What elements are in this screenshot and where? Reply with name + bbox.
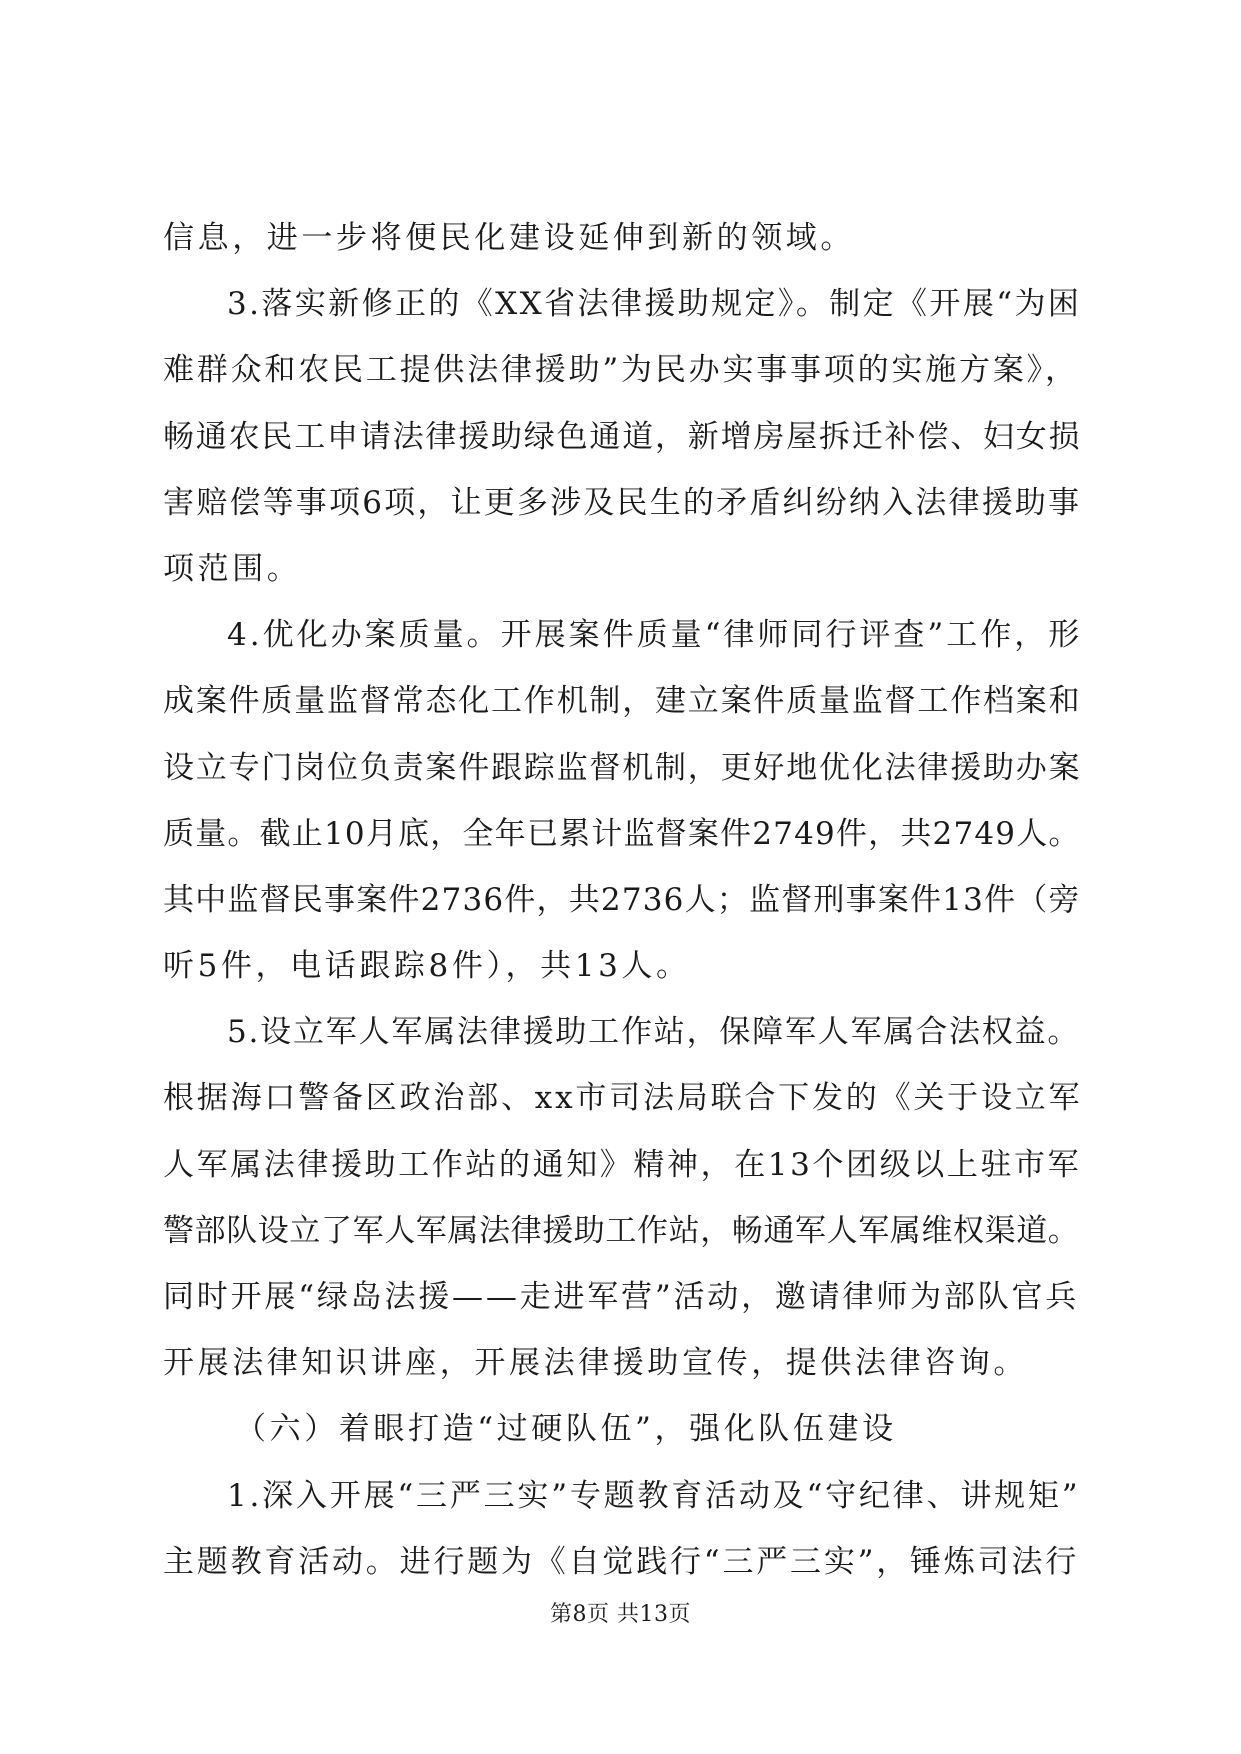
text-line: 难群众和农民工提供法律援助”为民办实事事项的实施方案》， <box>163 352 1079 389</box>
text-line: 根据海口警备区政治部、xx市司法局联合下发的《关于设立军 <box>163 1080 1083 1117</box>
text-line: 警部队设立了军人军属法律援助工作站，畅通军人军属维权渠道。 <box>163 1212 1080 1249</box>
text-line: 人军属法律援助工作站的通知》精神，在13个团级以上驻市军 <box>163 1146 1082 1183</box>
text-line: 同时开展“绿岛法援——走进军营”活动，邀请律师为部队官兵 <box>163 1279 1080 1315</box>
text-line: 5.设立军人军属法律援助工作站，保障军人军属合法权益。 <box>227 1014 1081 1051</box>
text-line: 信息，进一步将便民化建设延伸到新的领域。 <box>163 220 855 256</box>
text-line: 听5件，电话跟踪8件），共13人。 <box>163 948 691 985</box>
page-footer: 第8页 共13页 <box>550 1602 691 1627</box>
text-line: 质量。截止10月底，全年已累计监督案件2749件，共2749人。 <box>163 815 1081 852</box>
text-line: 设立专门岗位负责案件跟踪监督机制，更好地优化法律援助办案 <box>163 749 1082 786</box>
section-heading: （六）着眼打造“过硬队伍”，强化队伍建设 <box>235 1411 897 1448</box>
text-line: 3.落实新修正的《XX省法律援助规定》。制定《开展“为困 <box>227 286 1082 323</box>
text-line: 1.深入开展“三严三实”专题教育活动及“守纪律、讲规矩” <box>227 1477 1081 1514</box>
text-line: 成案件质量监督常态化工作机制，建立案件质量监督工作档案和 <box>163 683 1082 720</box>
text-line: 开展法律知识讲座，开展法律援助宣传，提供法律咨询。 <box>163 1345 1028 1382</box>
text-line: 害赔偿等事项6项，让更多涉及民生的矛盾纠纷纳入法律援助事 <box>163 484 1082 521</box>
text-line: 项范围。 <box>163 550 302 587</box>
text-line: 其中监督民事案件2736件，共2736人；监督刑事案件13件（旁 <box>163 881 1081 918</box>
text-line: 主题教育活动。进行题为《自觉践行“三严三实”，锤炼司法行 <box>163 1543 1080 1580</box>
text-line: 畅通农民工申请法律援助绿色通道，新增房屋拆迁补偿、妇女损 <box>163 418 1082 455</box>
text-line: 4.优化办案质量。开展案件质量“律师同行评查”工作，形 <box>227 617 1083 654</box>
body-text <box>163 205 1083 1595</box>
